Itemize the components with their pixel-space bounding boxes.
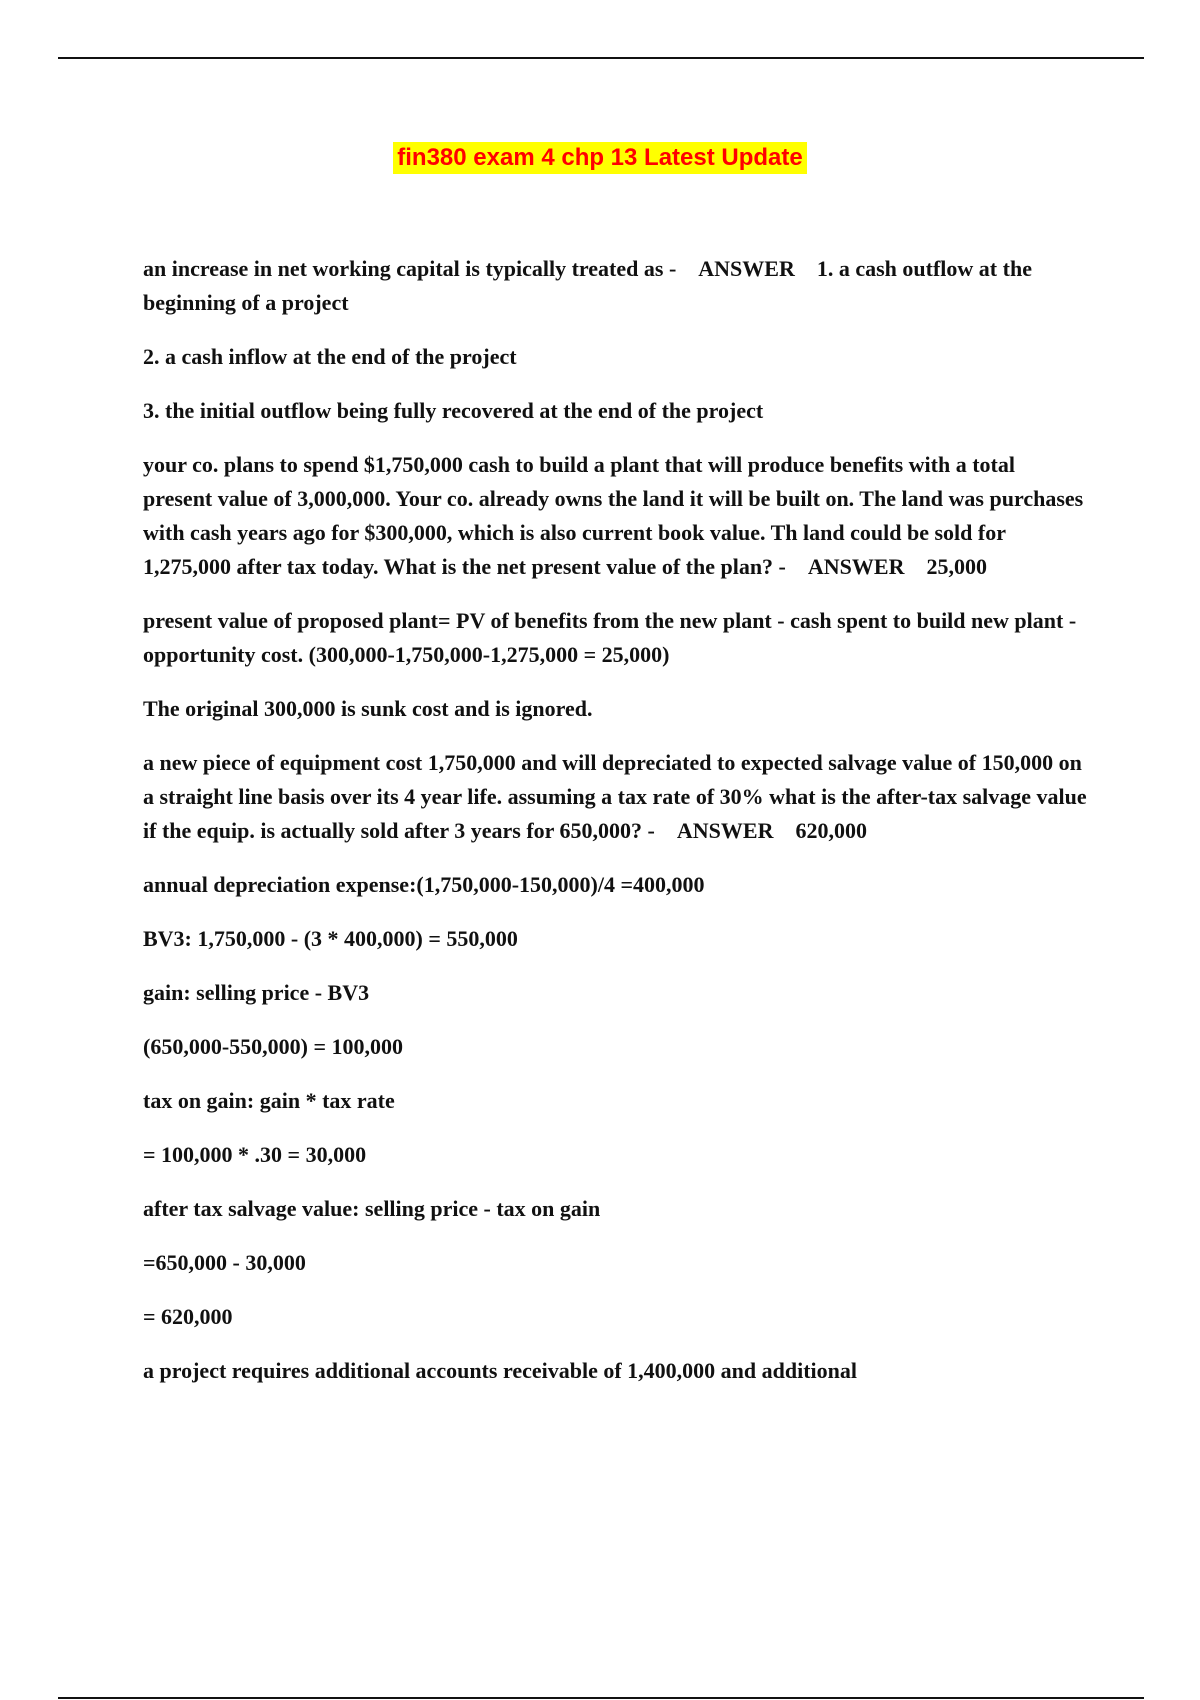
qa-paragraph [143, 746, 1088, 848]
answer-text: 620,000 [795, 818, 867, 843]
title-container [0, 142, 1200, 174]
body-paragraph: The original 300,000 is sunk cost and is ignored. [143, 696, 593, 721]
qa-paragraph [143, 448, 1088, 584]
answer-text: 1. a cash outflow at the beginning of a project [143, 256, 1032, 315]
answer-label: ANSWER [698, 256, 795, 281]
top-rule [58, 57, 1144, 59]
body-paragraph: gain: selling price - BV3 [143, 980, 370, 1005]
body-paragraph: = 100,000 * .30 = 30,000 [143, 1142, 367, 1167]
question-text: your co. plans to spend $1,750,000 cash to build a plant that will produce benefits with a total present value of 3,000,000. Your co. already owns the land it will be built on. The land was purchases with cash years ago for $300,000, which is also current book value. Th land could be sold for 1,275,000 after tax today. What is the net present value of the plan? - [143, 452, 1084, 579]
body-paragraph: tax on gain: gain * tax rate [143, 1088, 395, 1113]
document-title: fin380 exam 4 chp 13 Latest Update [393, 142, 807, 174]
body-paragraph: present value of proposed plant= PV of benefits from the new plant - cash spent to build new plant - opportunity cost. (300,000-1,750,000-1,275,000 = 25,000) [143, 608, 1077, 667]
body-paragraph: =650,000 - 30,000 [143, 1250, 306, 1275]
body-paragraph: = 620,000 [143, 1304, 233, 1329]
body-paragraph: a project requires additional accounts receivable of 1,400,000 and additional [143, 1358, 858, 1383]
question-text: an increase in net working capital is typically treated as - [143, 256, 677, 281]
body-paragraph: 2. a cash inflow at the end of the project [143, 344, 517, 369]
qa-paragraph [143, 252, 1088, 320]
body-paragraph: after tax salvage value: selling price - tax on gain [143, 1196, 601, 1221]
answer-text: 25,000 [926, 554, 987, 579]
body-paragraph: 3. the initial outflow being fully recovered at the end of the project [143, 398, 764, 423]
bottom-rule [58, 1697, 1144, 1699]
document-body [143, 252, 1088, 1408]
body-paragraph: (650,000-550,000) = 100,000 [143, 1034, 404, 1059]
answer-label: ANSWER [676, 818, 774, 843]
question-text: a new piece of equipment cost 1,750,000 and will depreciated to expected salvage value of 150,000 on a straight line basis over its 4 year life. assuming a tax rate of 30% what is the after-tax salvage value if the equip. is actually sold after 3 years for 650,000? - [143, 750, 1087, 843]
answer-label: ANSWER [807, 554, 905, 579]
body-paragraph: BV3: 1,750,000 - (3 * 400,000) = 550,000 [143, 926, 518, 951]
body-paragraph: annual depreciation expense:(1,750,000-150,000)/4 =400,000 [143, 872, 705, 897]
